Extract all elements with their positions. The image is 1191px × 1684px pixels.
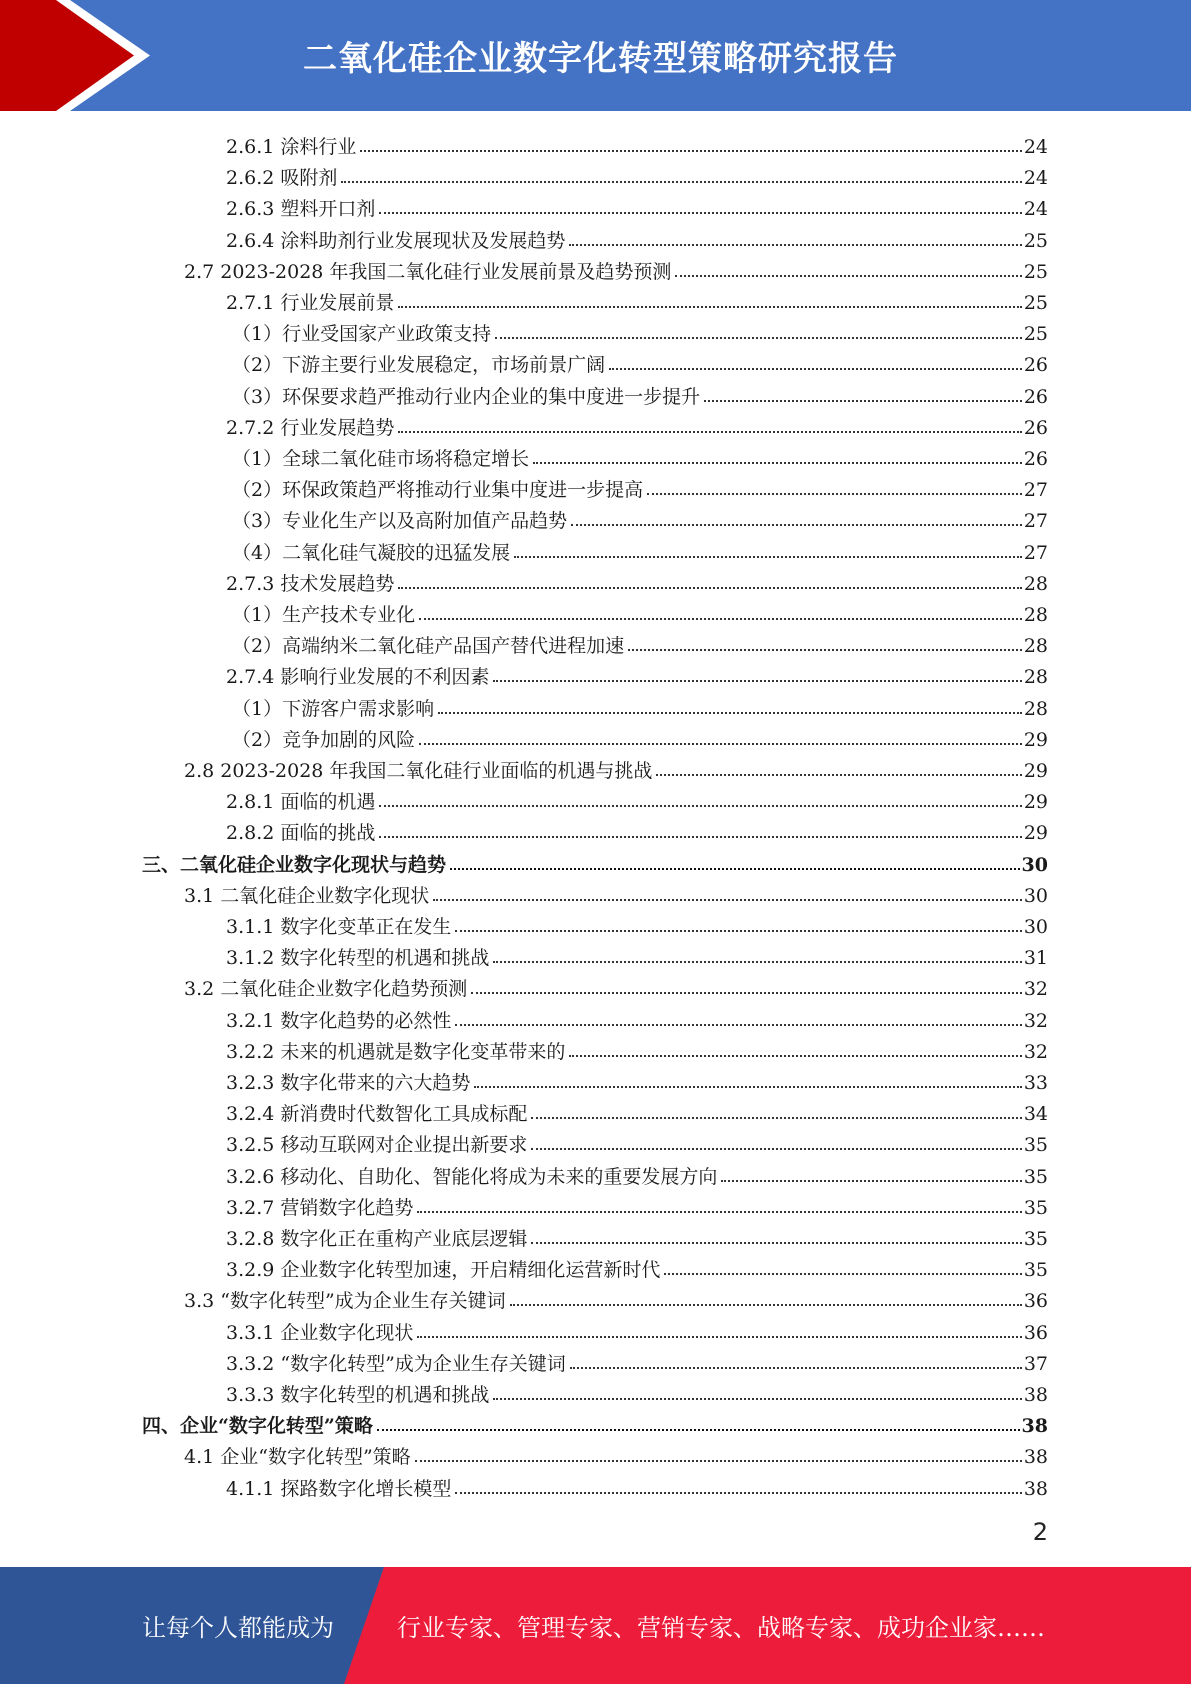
toc-entry-page: 25 (1023, 323, 1048, 346)
toc-entry[interactable] (232, 501, 1048, 532)
toc-entry-label: （2）下游主要行业发展稳定，市场前景广阔 (232, 354, 606, 377)
toc-entry[interactable] (226, 408, 1048, 439)
toc-dot-leader (493, 961, 1021, 963)
toc-entry-page: 25 (1023, 292, 1048, 314)
footer-slogan-right: 行业专家、管理专家、营销专家、战略专家、成功企业家…… (397, 1614, 1045, 1642)
toc-entry-page: 30 (1021, 853, 1048, 876)
toc-entry[interactable] (226, 813, 1048, 844)
toc-entry-page: 26 (1023, 448, 1048, 470)
toc-entry-page: 38 (1021, 1415, 1048, 1438)
toc-entry[interactable] (232, 689, 1048, 720)
toc-entry-page: 28 (1023, 572, 1048, 595)
toc-entry-page: 29 (1023, 728, 1048, 751)
toc-entry[interactable] (232, 314, 1048, 345)
toc-entry-page: 36 (1023, 1321, 1048, 1344)
toc-dot-leader (471, 992, 1022, 994)
toc-entry-page: 28 (1023, 697, 1048, 720)
toc-dot-leader (514, 556, 1022, 558)
toc-entry[interactable] (232, 470, 1048, 501)
toc-entry[interactable] (226, 1157, 1048, 1188)
toc-entry-page: 29 (1023, 822, 1048, 845)
toc-entry[interactable] (232, 345, 1048, 376)
toc-entry-label: （1）行业受国家产业政策支持 (232, 323, 492, 346)
toc-dot-leader (398, 587, 1021, 589)
toc-entry-label: （2）环保政策趋严将推动行业集中度进一步提高 (232, 479, 644, 502)
toc-entry-label: 4.1 企业“数字化转型”策略 (184, 1446, 411, 1469)
toc-entry-page: 33 (1023, 1072, 1048, 1094)
toc-dot-leader (493, 680, 1021, 682)
toc-entry-page: 28 (1023, 666, 1048, 689)
toc-entry-page: 29 (1023, 760, 1048, 782)
toc-entry-label: 三、二氧化硅企业数字化现状与趋势 (142, 853, 447, 876)
toc-entry-label: 3.2 二氧化硅企业数字化趋势预测 (184, 978, 468, 1001)
toc-entry[interactable] (226, 564, 1048, 595)
toc-entry-label: 4.1.1 探路数字化增长模型 (226, 1477, 452, 1500)
toc-entry[interactable] (226, 221, 1048, 252)
toc-dot-leader (398, 431, 1021, 433)
toc-entry-page: 30 (1023, 916, 1048, 938)
toc-entry-page: 38 (1023, 1446, 1048, 1469)
toc-entry-label: （4）二氧化硅气凝胶的迅猛发展 (232, 541, 511, 564)
toc-entry-label: 3.3 “数字化转型”成为企业生存关键词 (184, 1290, 506, 1313)
toc-entry-label: 2.6.2 吸附剂 (226, 167, 338, 190)
toc-dot-leader (570, 1367, 1022, 1369)
toc-entry[interactable] (226, 1250, 1048, 1281)
footer-banner (0, 1567, 1191, 1684)
toc-dot-leader (379, 212, 1021, 214)
toc-dot-leader (455, 1492, 1021, 1494)
toc-entry[interactable] (184, 1281, 1048, 1312)
toc-entry[interactable] (184, 751, 1048, 782)
toc-dot-leader (360, 150, 1021, 152)
toc-entry-page: 35 (1023, 1259, 1048, 1282)
toc-dot-leader (571, 524, 1022, 526)
toc-entry-label: （1）下游客户需求影响 (232, 697, 435, 720)
toc-entry[interactable] (226, 1313, 1048, 1344)
toc-entry-label: 2.6.4 涂料助剂行业发展现状及发展趋势 (226, 229, 566, 252)
toc-dot-leader (569, 244, 1021, 246)
toc-dot-leader (721, 1180, 1021, 1182)
toc-entry[interactable] (226, 1001, 1048, 1032)
toc-entry[interactable] (226, 1188, 1048, 1219)
toc-dot-leader (664, 1273, 1021, 1275)
toc-entry-page: 24 (1023, 167, 1048, 190)
toc-dot-leader (455, 1024, 1021, 1026)
toc-entry-label: （2）竞争加剧的风险 (232, 728, 416, 751)
toc-entry-label: 3.2.6 移动化、自助化、智能化将成为未来的重要发展方向 (226, 1165, 718, 1188)
toc-dot-leader (419, 743, 1022, 745)
toc-dot-leader (450, 868, 1020, 870)
toc-entry-page: 37 (1023, 1352, 1048, 1375)
toc-dot-leader (417, 1336, 1021, 1338)
toc-entry-label: 2.7.3 技术发展趋势 (226, 572, 395, 595)
page-number: 2 (1032, 1518, 1048, 1546)
toc-entry-page: 35 (1023, 1196, 1048, 1219)
toc-entry[interactable] (226, 938, 1048, 969)
toc-dot-leader (379, 836, 1021, 838)
toc-entry[interactable] (226, 189, 1048, 220)
toc-dot-leader (419, 618, 1022, 620)
toc-entry[interactable] (232, 377, 1048, 408)
toc-entry[interactable] (226, 1344, 1048, 1375)
footer-slogan-left: 让每个人都能成为 (142, 1614, 334, 1642)
toc-entry-page: 27 (1023, 541, 1048, 564)
toc-entry-label: 2.7 2023-2028 年我国二氧化硅行业发展前景及趋势预测 (184, 260, 672, 283)
toc-entry-label: （3）环保要求趋严推动行业内企业的集中度进一步提升 (232, 385, 701, 408)
toc-entry[interactable] (226, 907, 1048, 938)
toc-entry[interactable] (142, 845, 1048, 876)
toc-entry[interactable] (232, 439, 1048, 470)
toc-entry-label: 2.7.4 影响行业发展的不利因素 (226, 666, 490, 689)
toc-entry-page: 35 (1023, 1134, 1048, 1157)
toc-entry[interactable] (226, 1094, 1048, 1125)
toc-entry-label: 3.2.1 数字化趋势的必然性 (226, 1009, 452, 1032)
toc-entry-label: 3.2.8 数字化正在重构产业底层逻辑 (226, 1228, 528, 1250)
toc-entry-page: 31 (1023, 947, 1048, 970)
toc-dot-leader (533, 462, 1022, 464)
toc-entry-label: 2.6.1 涂料行业 (226, 136, 357, 158)
toc-entry-label: 2.8.2 面临的挑战 (226, 822, 376, 845)
toc-dot-leader (531, 1148, 1021, 1150)
toc-dot-leader (455, 930, 1021, 932)
toc-entry-page: 28 (1023, 604, 1048, 626)
toc-dot-leader (433, 899, 1022, 901)
toc-entry-label: 3.1 二氧化硅企业数字化现状 (184, 884, 430, 907)
toc-entry[interactable] (232, 595, 1048, 626)
toc-dot-leader (609, 368, 1022, 370)
toc-entry-page: 29 (1023, 791, 1048, 814)
toc-entry-page: 34 (1023, 1103, 1048, 1126)
toc-entry[interactable] (226, 1219, 1048, 1250)
toc-entry-label: 3.3.1 企业数字化现状 (226, 1321, 414, 1344)
toc-dot-leader (379, 805, 1021, 807)
toc-dot-leader (438, 712, 1022, 714)
toc-entry-label: 3.1.2 数字化转型的机遇和挑战 (226, 947, 490, 970)
toc-entry[interactable] (226, 1063, 1048, 1094)
toc-entry-page: 24 (1023, 136, 1048, 158)
toc-entry-label: （3）专业化生产以及高附加值产品趋势 (232, 510, 568, 533)
toc-entry[interactable] (142, 1406, 1048, 1437)
toc-entry[interactable] (232, 626, 1048, 657)
toc-entry-page: 26 (1023, 416, 1048, 439)
toc-entry-page: 35 (1023, 1165, 1048, 1188)
toc-entry-label: 3.2.9 企业数字化转型加速，开启精细化运营新时代 (226, 1259, 661, 1282)
toc-dot-leader (495, 337, 1022, 339)
toc-dot-leader (531, 1242, 1021, 1244)
toc-entry-page: 24 (1023, 198, 1048, 221)
toc-entry-label: 2.7.2 行业发展趋势 (226, 416, 395, 439)
toc-entry[interactable] (184, 252, 1048, 283)
toc-entry-page: 26 (1023, 354, 1048, 377)
toc-entry[interactable] (226, 657, 1048, 688)
toc-dot-leader (656, 774, 1021, 776)
toc-dot-leader (531, 1117, 1021, 1119)
toc-entry-label: 2.8 2023-2028 年我国二氧化硅行业面临的机遇与挑战 (184, 760, 653, 782)
toc-entry-label: 3.2.4 新消费时代数智化工具成标配 (226, 1103, 528, 1126)
toc-dot-leader (377, 1429, 1020, 1431)
toc-dot-leader (474, 1086, 1021, 1088)
toc-entry[interactable] (226, 1469, 1048, 1500)
toc-entry[interactable] (184, 876, 1048, 907)
toc-entry-label: 3.2.3 数字化带来的六大趋势 (226, 1072, 471, 1094)
toc-dot-leader (493, 1398, 1021, 1400)
toc-entry-label: 2.7.1 行业发展前景 (226, 292, 395, 314)
toc-entry-page: 25 (1023, 260, 1048, 283)
toc-entry[interactable] (226, 127, 1048, 158)
toc-entry[interactable] (226, 283, 1048, 314)
toc-dot-leader (415, 1460, 1022, 1462)
toc-dot-leader (569, 1055, 1021, 1057)
toc-dot-leader (704, 400, 1022, 402)
toc-entry-page: 27 (1023, 510, 1048, 533)
toc-entry-page: 27 (1023, 479, 1048, 502)
toc-entry[interactable] (226, 1125, 1048, 1156)
toc-entry-label: 3.2.5 移动互联网对企业提出新要求 (226, 1134, 528, 1157)
toc-entry-page: 30 (1023, 884, 1048, 907)
toc-entry-label: 3.2.2 未来的机遇就是数字化变革带来的 (226, 1040, 566, 1063)
toc-entry-page: 28 (1023, 635, 1048, 658)
header-banner (0, 0, 1191, 111)
toc-dot-leader (417, 1211, 1021, 1213)
toc-entry-page: 25 (1023, 229, 1048, 252)
toc-entry-label: 3.2.7 营销数字化趋势 (226, 1196, 414, 1219)
toc-entry[interactable] (226, 782, 1048, 813)
toc-entry-label: 3.3.3 数字化转型的机遇和挑战 (226, 1384, 490, 1406)
toc-entry-label: 3.1.1 数字化变革正在发生 (226, 916, 452, 938)
toc-entry-label: 3.3.2 “数字化转型”成为企业生存关键词 (226, 1352, 566, 1375)
toc-entry[interactable] (226, 1032, 1048, 1063)
toc-entry[interactable] (232, 720, 1048, 751)
toc-entry-label: （1）全球二氧化硅市场将稳定增长 (232, 448, 530, 470)
toc-entry-label: （2）高端纳米二氧化硅产品国产替代进程加速 (232, 635, 625, 658)
toc-entry-page: 35 (1023, 1228, 1048, 1250)
toc-entry-label: （1）生产技术专业化 (232, 604, 416, 626)
toc-entry-page: 32 (1023, 978, 1048, 1001)
toc-dot-leader (647, 493, 1022, 495)
toc-entry-page: 32 (1023, 1009, 1048, 1032)
toc-entry-label: 2.8.1 面临的机遇 (226, 791, 376, 814)
toc-dot-leader (628, 649, 1022, 651)
toc-dot-leader (675, 275, 1021, 277)
toc-entry-page: 32 (1023, 1040, 1048, 1063)
toc-entry-label: 四、企业“数字化转型”策略 (142, 1415, 373, 1438)
toc-dot-leader (341, 181, 1021, 183)
toc-entry[interactable] (232, 533, 1048, 564)
toc-entry-page: 38 (1023, 1477, 1048, 1500)
toc-entry-label: 2.6.3 塑料开口剂 (226, 198, 376, 221)
toc-entry[interactable] (226, 158, 1048, 189)
toc-entry-page: 38 (1023, 1384, 1048, 1406)
toc-entry-page: 36 (1023, 1290, 1048, 1313)
toc-entry[interactable] (184, 1437, 1048, 1468)
toc-entry-page: 26 (1023, 385, 1048, 408)
toc-dot-leader (510, 1304, 1022, 1306)
toc-entry[interactable] (226, 1375, 1048, 1406)
toc-dot-leader (398, 306, 1021, 308)
toc-entry[interactable] (184, 969, 1048, 1000)
report-title: 二氧化硅企业数字化转型策略研究报告 (303, 39, 898, 79)
